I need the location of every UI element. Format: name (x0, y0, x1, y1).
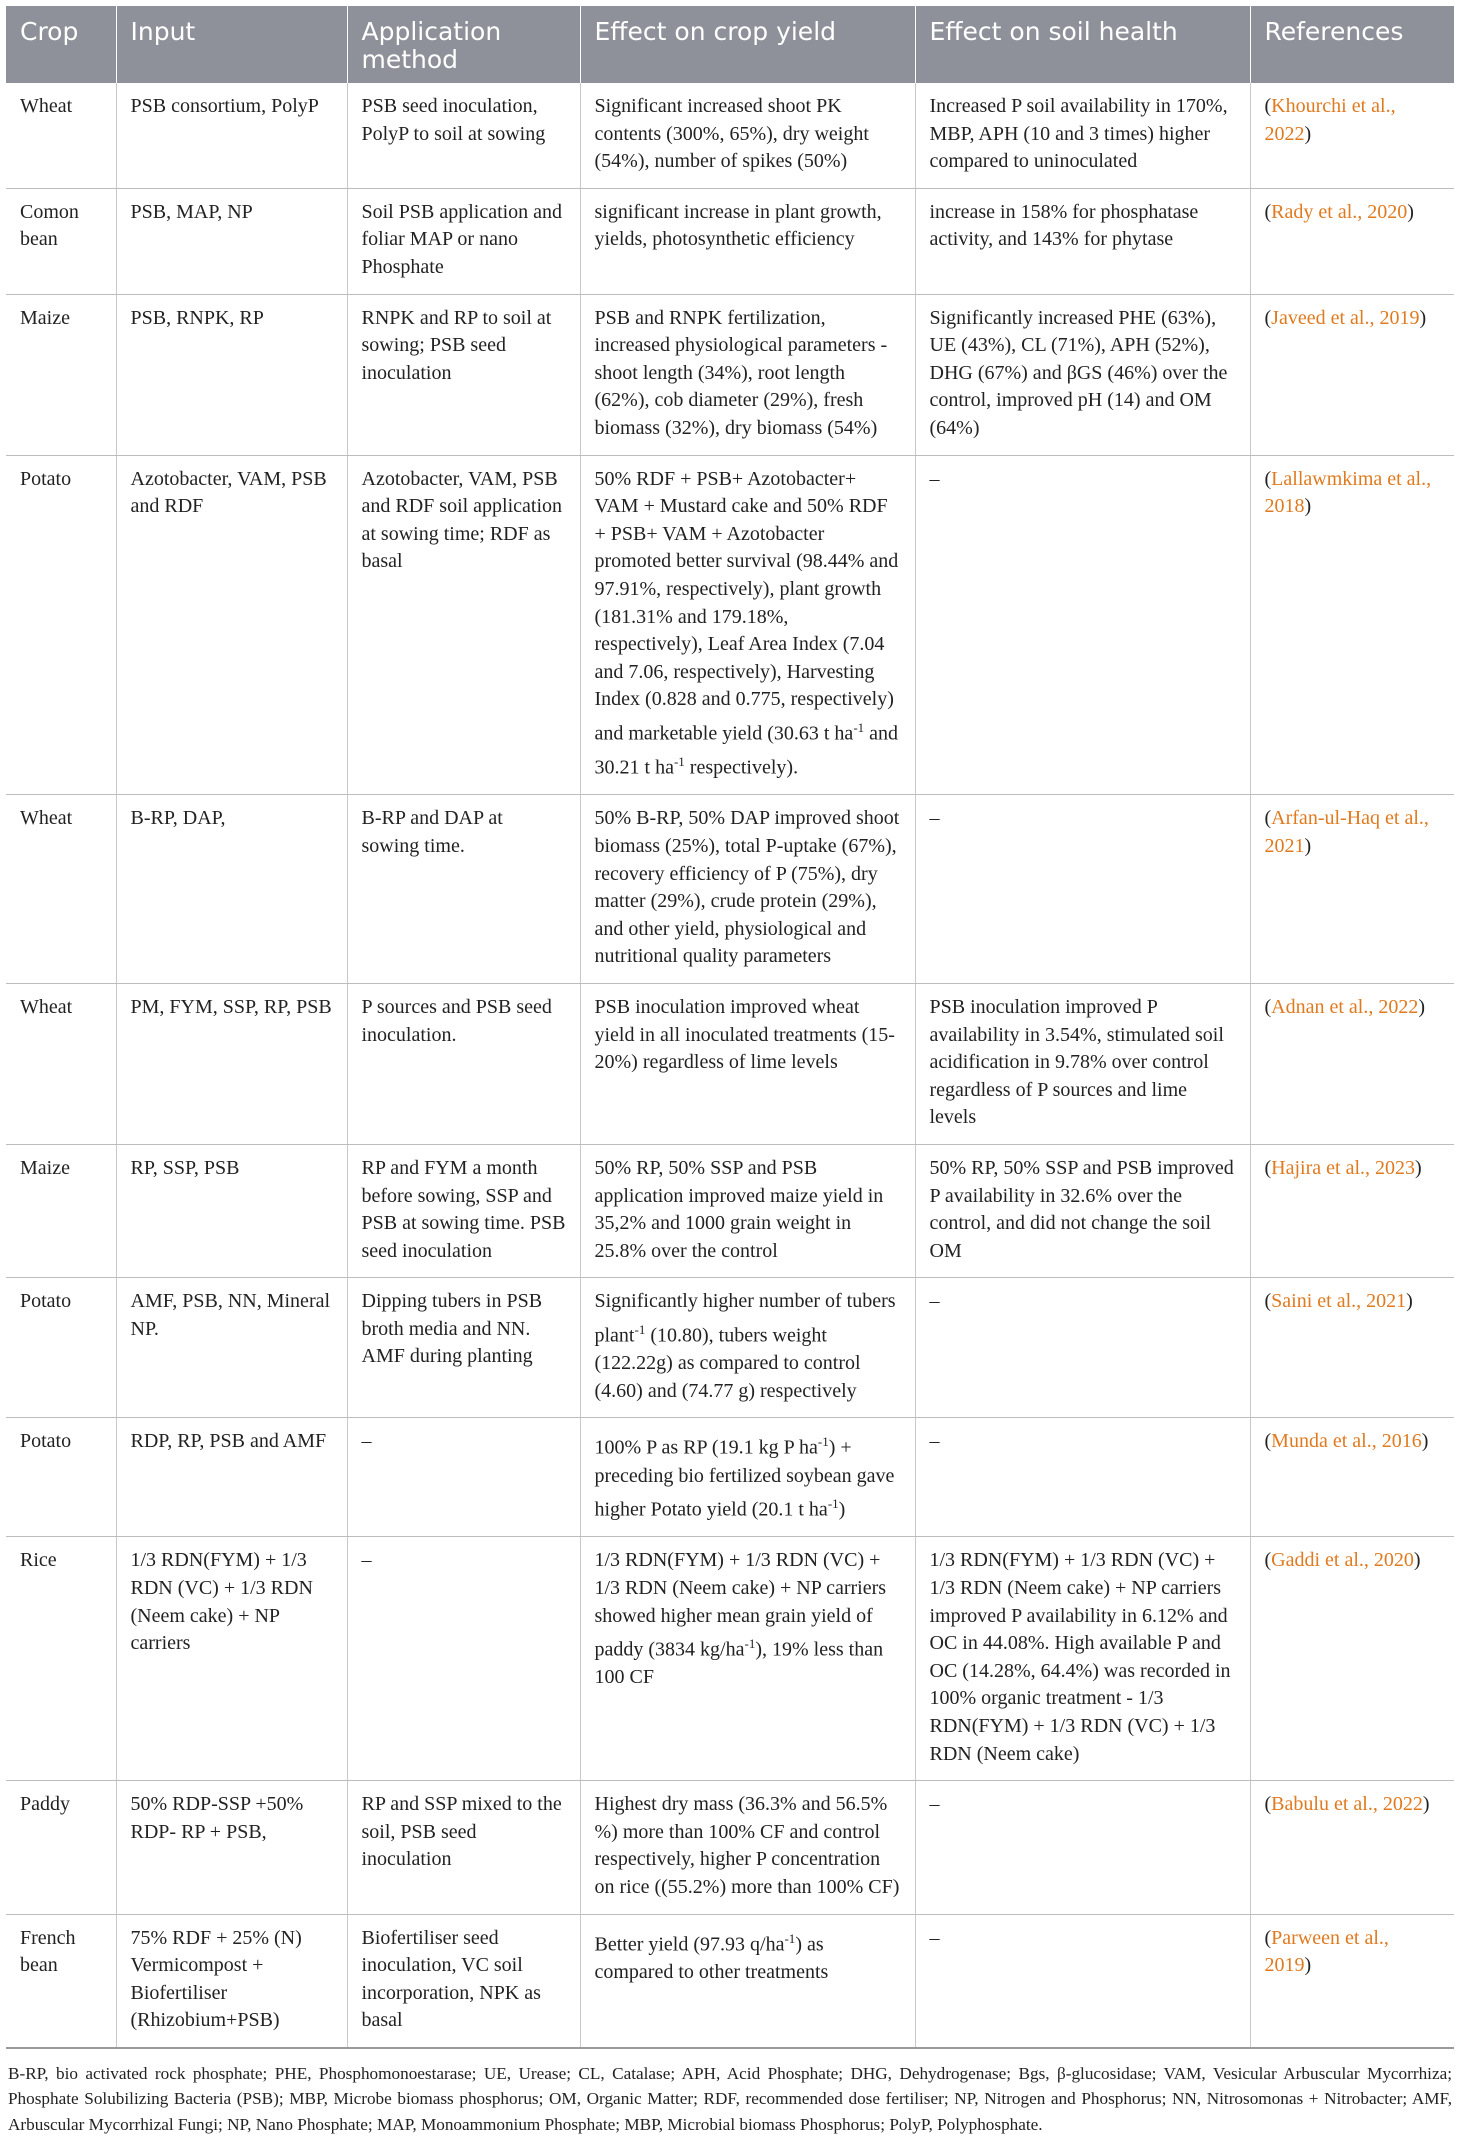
reference-link[interactable]: Lallawmkima et al., 2018 (1264, 467, 1432, 518)
cell-application-method: P sources and PSB seed inoculation. (347, 983, 580, 1144)
cell-input: 75% RDF + 25% (N) Vermicompost + Biofertiliser (Rhizobium+PSB) (116, 1914, 347, 2048)
cell-reference: (Munda et al., 2016) (1250, 1418, 1454, 1537)
header-input: Input (116, 6, 347, 83)
cell-application-method: PSB seed inoculation, PolyP to soil at sowing (347, 83, 580, 188)
cell-reference: (Babulu et al., 2022) (1250, 1781, 1454, 1914)
reference-link[interactable]: Arfan-ul-Haq et al., 2021 (1264, 807, 1429, 857)
table-row (6, 1537, 1454, 1781)
cell-input: PM, FYM, SSP, RP, PSB (116, 983, 347, 1144)
cell-crop: Wheat (6, 795, 116, 984)
cell-effect-on-crop-yield: Better yield (97.93 $q/ha^{-1}$) as compared to other treatments (580, 1914, 915, 2048)
cell-application-method: RP and FYM a month before sowing, SSP and PSB at sowing time. PSB seed inoculation (347, 1144, 580, 1277)
cell-effect-on-soil-health: 50% RP, 50% SSP and PSB improved P availability in 32.6% over the control, and did not change the soil OM (915, 1144, 1250, 1277)
cell-crop: French bean (6, 1914, 116, 2048)
cell-input: PSB, RNPK, RP (116, 294, 347, 455)
cell-reference: (Rady et al., 2020) (1250, 188, 1454, 294)
cell-effect-on-crop-yield: Significantly higher number of tubers plant$^{-1}$ (10.80), tubers weight (122.22g) as compared to control (4.60) and (74.77 g) respectively (580, 1278, 915, 1418)
cell-crop: Rice (6, 1537, 116, 1781)
cell-application-method: RNPK and RP to soil at sowing; PSB seed inoculation (347, 294, 580, 455)
cell-effect-on-crop-yield: Highest dry mass (36.3% and 56.5% %) more than 100% CF and control respectively, higher P concentration on rice ((55.2%) more than 100% CF) (580, 1781, 915, 1914)
cell-reference: (Khourchi et al., 2022) (1250, 83, 1454, 188)
cell-effect-on-crop-yield: 100% P as RP (19.1 kg P $ha^{-1}$) + preceding bio fertilized soybean gave higher Potato yield (20.1 t $ha^{-1}$) (580, 1418, 915, 1537)
cell-effect-on-soil-health: – (915, 1418, 1250, 1537)
reference-link[interactable]: Rady et al., 2020 (1271, 200, 1408, 223)
cell-crop: Paddy (6, 1781, 116, 1914)
cell-effect-on-soil-health: – (915, 1278, 1250, 1418)
cell-input: 50% RDP-SSP +50% RDP- RP + PSB, (116, 1781, 347, 1914)
table-footnote: B-RP, bio activated rock phosphate; PHE, Phosphomonoestarase; UE, Urease; CL, Catalase; APH, Acid Phosphate; DHG, Dehydrogenase; Bgs, β-glucosidase; VAM, Vesicular Arbuscular Mycorrhiza; Phosphate Solubilizing Bacteria (PSB); MBP, Microbe biomass phosphorus; OM, Organic Matter; RDF, recommended dose fertiliser; NP, Nitrogen and Phosphorus; NN, Nitrosomonas + Nitrobacter; AMF, Arbuscular Mycorrhizal Fungi; NP, Nano Phosphate; MAP, Monoammonium Phosphate; MBP, Microbial biomass Phosphorus; PolyP, Polyphosphate. (8, 2063, 1452, 2134)
cell-effect-on-crop-yield: 50% B-RP, 50% DAP improved shoot biomass (25%), total P-uptake (67%), recovery efficiency of P (75%), dry matter (29%), crude protein (29%), and other yield, physiological and nutritional quality parameters (580, 795, 915, 984)
crop-input-table (6, 6, 1454, 2049)
table-row (6, 1914, 1454, 2048)
cell-effect-on-soil-health: – (915, 1781, 1250, 1914)
cell-crop: Potato (6, 1418, 116, 1537)
reference-link[interactable]: Munda et al., 2016 (1271, 1430, 1422, 1453)
cell-effect-on-soil-health: increase in 158% for phosphatase activity, and 143% for phytase (915, 188, 1250, 294)
cell-crop: Maize (6, 294, 116, 455)
reference-link[interactable]: Gaddi et al., 2020 (1271, 1549, 1414, 1572)
cell-application-method: Soil PSB application and foliar MAP or nano Phosphate (347, 188, 580, 294)
header-references: References (1250, 6, 1454, 83)
table-row (6, 1278, 1454, 1418)
document-page (6, 6, 1454, 2137)
cell-reference: (Arfan-ul-Haq et al., 2021) (1250, 795, 1454, 984)
cell-crop: Comon bean (6, 188, 116, 294)
table-row (6, 1781, 1454, 1914)
cell-input: Azotobacter, VAM, PSB and RDF (116, 455, 347, 795)
reference-link[interactable]: Parween et al., 2019 (1264, 1926, 1389, 1977)
cell-input: RDP, RP, PSB and AMF (116, 1418, 347, 1537)
cell-input: AMF, PSB, NN, Mineral NP. (116, 1278, 347, 1418)
cell-effect-on-crop-yield: Significant increased shoot PK contents (300%, 65%), dry weight (54%), number of spikes (50%) (580, 83, 915, 188)
cell-effect-on-soil-health: PSB inoculation improved P availability in 3.54%, stimulated soil acidification in 9.78% over control regardless of P sources and lime levels (915, 983, 1250, 1144)
reference-link[interactable]: Babulu et al., 2022 (1271, 1793, 1423, 1816)
cell-effect-on-soil-health: – (915, 1914, 1250, 2048)
cell-effect-on-soil-health: Increased P soil availability in 170%, MBP, APH (10 and 3 times) higher compared to uninoculated (915, 83, 1250, 188)
cell-effect-on-crop-yield: 50% RP, 50% SSP and PSB application improved maize yield in 35,2% and 1000 grain weight in 25.8% over the control (580, 1144, 915, 1277)
table-row (6, 1418, 1454, 1537)
cell-input: RP, SSP, PSB (116, 1144, 347, 1277)
cell-crop: Wheat (6, 83, 116, 188)
header-effect-on-soil-health: Effect on soil health (915, 6, 1250, 83)
header-application-method: Application method (347, 6, 580, 83)
cell-crop: Wheat (6, 983, 116, 1144)
table-row (6, 983, 1454, 1144)
cell-effect-on-crop-yield: PSB inoculation improved wheat yield in all inoculated treatments (15-20%) regardless of lime levels (580, 983, 915, 1144)
cell-reference: (Saini et al., 2021) (1250, 1278, 1454, 1418)
cell-reference: (Lallawmkima et al., 2018) (1250, 455, 1454, 795)
cell-reference: (Gaddi et al., 2020) (1250, 1537, 1454, 1781)
cell-crop: Potato (6, 455, 116, 795)
cell-application-method: B-RP and DAP at sowing time. (347, 795, 580, 984)
cell-effect-on-crop-yield: PSB and RNPK fertilization, increased physiological parameters - shoot length (34%), root length (62%), cob diameter (29%), fresh biomass (32%), dry biomass (54%) (580, 294, 915, 455)
cell-effect-on-soil-health: – (915, 455, 1250, 795)
table-row (6, 455, 1454, 795)
cell-application-method: – (347, 1537, 580, 1781)
reference-link[interactable]: Adnan et al., 2022 (1271, 995, 1419, 1018)
header-effect-on-crop-yield: Effect on crop yield (580, 6, 915, 83)
cell-input: 1/3 RDN(FYM) + 1/3 RDN (VC) + 1/3 RDN (Neem cake) + NP carriers (116, 1537, 347, 1781)
table-header (6, 6, 1454, 83)
cell-input: B-RP, DAP, (116, 795, 347, 984)
cell-application-method: Biofertiliser seed inoculation, VC soil incorporation, NPK as basal (347, 1914, 580, 2048)
cell-input: PSB, MAP, NP (116, 188, 347, 294)
cell-effect-on-soil-health: 1/3 RDN(FYM) + 1/3 RDN (VC) + 1/3 RDN (Neem cake) + NP carriers improved P availability in 6.12% and OC in 44.08%. High available P and OC (14.28%, 64.4%) was recorded in 100% organic treatment - 1/3 RDN(FYM) + 1/3 RDN (VC) + 1/3 RDN (Neem cake) (915, 1537, 1250, 1781)
cell-reference: (Hajira et al., 2023) (1250, 1144, 1454, 1277)
cell-crop: Maize (6, 1144, 116, 1277)
cell-application-method: Dipping tubers in PSB broth media and NN. AMF during planting (347, 1278, 580, 1418)
table-row (6, 188, 1454, 294)
table-body (6, 83, 1454, 2048)
cell-application-method: RP and SSP mixed to the soil, PSB seed inoculation (347, 1781, 580, 1914)
cell-reference: (Parween et al., 2019) (1250, 1914, 1454, 2048)
header-crop: Crop (6, 6, 116, 83)
table-row (6, 1144, 1454, 1277)
cell-effect-on-soil-health: Significantly increased PHE (63%), UE (43%), CL (71%), APH (52%), DHG (67%) and βGS (46%) over the control, improved pH (14) and OM (64%) (915, 294, 1250, 455)
table-row (6, 294, 1454, 455)
cell-effect-on-crop-yield: 50% RDF + PSB+ Azotobacter+ VAM + Mustard cake and 50% RDF + PSB+ VAM + Azotobacter promoted better survival (98.44% and 97.91%, respectively), plant growth (181.31% and 179.18%, respectively), Leaf Area Index (7.04 and 7.06, respectively), Harvesting Index (0.828 and 0.775, respectively) and marketable yield (30.63 t $ha^{-1}$ and 30.21 t $ha^{-1}$ respectively). (580, 455, 915, 795)
table-row (6, 83, 1454, 188)
cell-reference: (Javeed et al., 2019) (1250, 294, 1454, 455)
table-row (6, 795, 1454, 984)
reference-link[interactable]: Saini et al., 2021 (1271, 1290, 1407, 1313)
reference-link[interactable]: Hajira et al., 2023 (1271, 1156, 1416, 1179)
cell-effect-on-crop-yield: significant increase in plant growth, yields, photosynthetic efficiency (580, 188, 915, 294)
cell-effect-on-crop-yield: 1/3 RDN(FYM) + 1/3 RDN (VC) + 1/3 RDN (Neem cake) + NP carriers showed higher mean grain yield of paddy (3834 $kg/ha^{-1}$), 19% less than 100 CF (580, 1537, 915, 1781)
cell-application-method: Azotobacter, VAM, PSB and RDF soil application at sowing time; RDF as basal (347, 455, 580, 795)
cell-input: PSB consortium, PolyP (116, 83, 347, 188)
reference-link[interactable]: Khourchi et al., 2022 (1264, 95, 1396, 145)
cell-reference: (Adnan et al., 2022) (1250, 983, 1454, 1144)
cell-crop: Potato (6, 1278, 116, 1418)
reference-link[interactable]: Javeed et al., 2019 (1271, 306, 1420, 329)
cell-effect-on-soil-health: – (915, 795, 1250, 984)
cell-application-method: – (347, 1418, 580, 1537)
